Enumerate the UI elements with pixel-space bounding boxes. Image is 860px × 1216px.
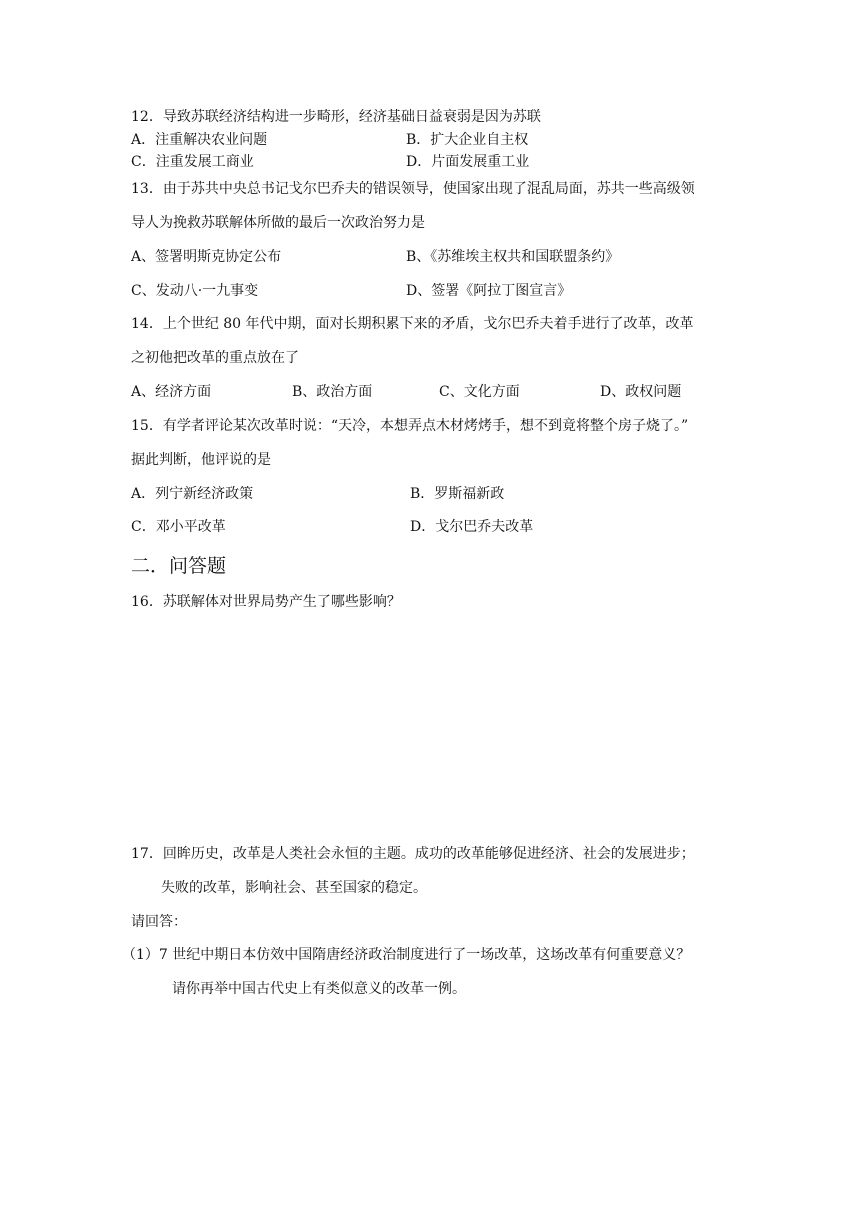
q12-option-b: B．扩大企业自主权	[406, 132, 529, 148]
q13-stem-line2: 导人为挽救苏联解体所做的最后一次政治努力是	[131, 215, 425, 231]
q15-option-d: D．戈尔巴乔夫改革	[410, 519, 534, 535]
q15-option-b: B．罗斯福新政	[410, 486, 505, 502]
q15-option-a: A．列宁新经济政策	[131, 486, 254, 502]
q16-stem: 16．苏联解体对世界局势产生了哪些影响？	[131, 594, 401, 610]
q13-stem-line1: 13．由于苏共中央总书记戈尔巴乔夫的错误领导，使国家出现了混乱局面，苏共一些高级领	[131, 181, 695, 197]
q13-option-c: C、发动八·一九事变	[131, 283, 259, 299]
q17-sub1-line2: 请你再举中国古代史上有类似意义的改革一例。	[172, 981, 466, 997]
q12-stem: 12．导致苏联经济结构进一步畸形，经济基础日益衰弱是因为苏联	[131, 109, 541, 125]
q13-option-a: A、签署明斯克协定公布	[131, 249, 282, 265]
q17-stem-line2: 失败的改革，影响社会、甚至国家的稳定。	[161, 880, 427, 896]
q12-option-c: C．注重发展工商业	[131, 154, 254, 170]
q13-option-b: B、《苏维埃主权共和国联盟条约》	[406, 249, 620, 265]
q14-option-a: A、经济方面	[131, 384, 212, 400]
q15-stem-line2: 据此判断，他评说的是	[131, 452, 271, 468]
q14-option-b: B、政治方面	[292, 384, 373, 400]
q14-stem-line2: 之初他把改革的重点放在了	[131, 350, 299, 366]
q15-option-c: C．邓小平改革	[131, 519, 226, 535]
q14-option-d: D、政权问题	[600, 384, 682, 400]
q12-option-d: D．片面发展重工业	[406, 154, 530, 170]
q13-option-d: D、签署《阿拉丁图宣言》	[406, 283, 572, 299]
q17-stem-line1: 17．回眸历史，改革是人类社会永恒的主题。成功的改革能够促进经济、社会的发展进步；	[131, 846, 695, 862]
q15-stem-line1: 15．有学者评论某次改革时说：“天冷，本想弄点木材烤烤手，想不到竟将整个房子烧了。”	[131, 418, 689, 434]
q17-prompt: 请回答：	[131, 914, 187, 930]
q14-stem-line1: 14．上个世纪 80 年代中期，面对长期积累下来的矛盾，戈尔巴乔夫着手进行了改革，改革	[131, 316, 694, 332]
section-heading: 二．问答题	[131, 555, 227, 577]
q14-option-c: C、文化方面	[439, 384, 520, 400]
q12-option-a: A．注重解决农业问题	[131, 132, 268, 148]
q17-sub1-line1: （1）7 世纪中期日本仿效中国隋唐经济政治制度进行了一场改革，这场改革有何重要意义？	[122, 947, 691, 963]
